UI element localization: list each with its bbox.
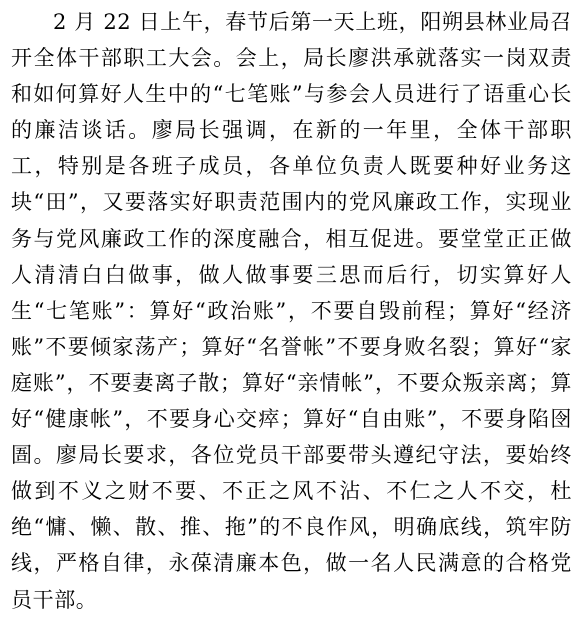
article-paragraph: 2 月 22 日上午，春节后第一天上班，阳朔县林业局召开全体干部职工大会。会上，局长廖洪承就落实一岗双责和如何算好人生中的“七笔账”与参会人员进行了语重心长的廉洁谈话。廖局长强调，在新的一年里，全体干部职工，特别是各班子成员，各单位负责人既要种好业务这块“田”，又要落实好职责范围内的党风廉政工作，实现业务与党风廉政工作的深度融合，相互促进。要堂堂正正做人清清白白做事，做人做事要三思而后行，切实算好人生“七笔账”：算好“政治账”，不要自毁前程；算好“经济账”不要倾家荡产；算好“名誉帐”不要身败名裂；算好“家庭账”，不要妻离子散；算好“亲情帐”，不要众叛亲离；算好“健康帐”，不要身心交瘁；算好“自由账”，不要身陷囹圄。廖局长要求，各位党员干部要带头遵纪守法，要始终做到不义之财不要、不正之风不沾、不仁之人不交，杜绝“慵、懒、散、推、拖”的不良作风，明确底线，筑牢防线，严格自律，永葆清廉本色，做一名人民满意的合格党员干部。	[11, 10, 572, 612]
